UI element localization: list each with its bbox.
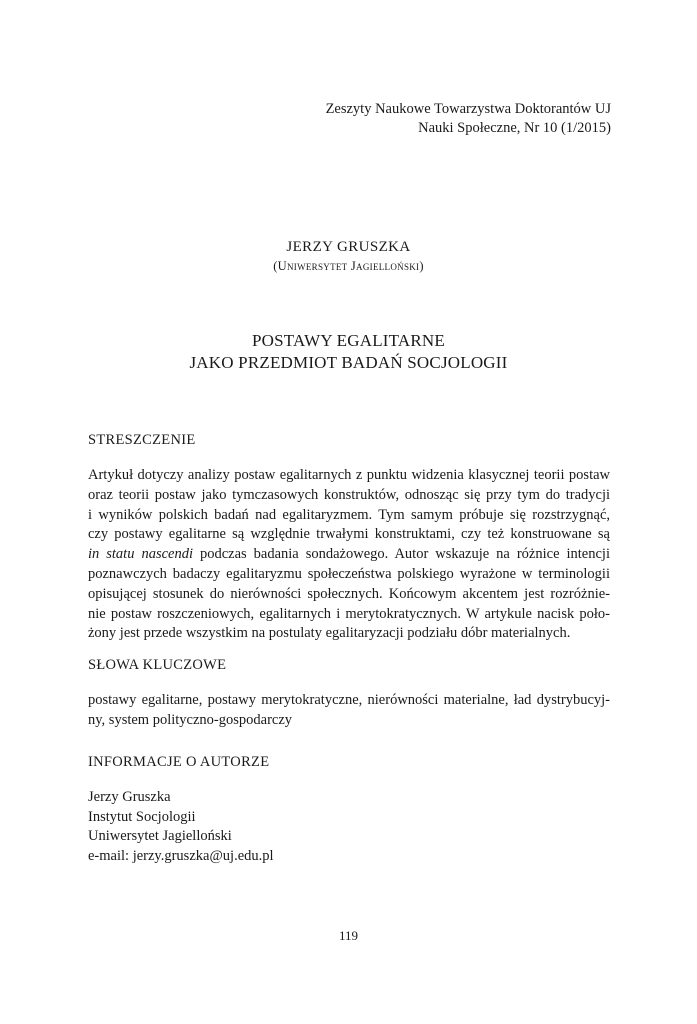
abstract-line: oraz teorii postaw jako tymczasowych konstruktów, odnosząc się przy tym do tradycji xyxy=(88,486,610,503)
abstract-heading: STRESZCZENIE xyxy=(88,432,196,448)
journal-issue: Nauki Społeczne, Nr 10 (1/2015) xyxy=(418,120,611,136)
author-affiliation: (Uniwersytet Jagielloński) xyxy=(273,259,424,273)
author-info-university: Uniwersytet Jagielloński xyxy=(88,828,232,844)
keywords-line: postawy egalitarne, postawy merytokratyczne, nierówności materialne, ład dystrybucyj- xyxy=(88,692,610,708)
abstract-line: czy postawy egalitarne są względnie trwałymi konstruktami, czy też konstruowane są xyxy=(88,526,610,543)
abstract-line: Artykuł dotyczy analizy postaw egalitarnych z punktu widzenia klasycznej teorii postaw xyxy=(88,467,610,483)
abstract-line: i wyników polskich badań nad egalitaryzmem. Tym samym próbuje się rozstrzygnąć, xyxy=(88,506,610,523)
abstract-line-rest: podczas badania sondażowego. Autor wskazuje na różnice intencji xyxy=(199,546,610,563)
keywords-line: ny, system polityczno-gospodarczy xyxy=(88,711,293,728)
paper-title xyxy=(0,330,697,374)
abstract-line xyxy=(88,545,610,565)
author-name: JERZY GRUSZKA xyxy=(286,239,411,255)
author-info-institute: Instytut Socjologii xyxy=(88,808,196,825)
abstract-line: żony jest przede wszystkim na postulaty egalitaryzacji podziału dóbr materialnych. xyxy=(88,625,571,642)
author-info xyxy=(88,788,274,866)
journal-header xyxy=(326,100,611,138)
italic-phrase: in statu nascendi xyxy=(88,546,193,563)
keywords-heading: SŁOWA KLUCZOWE xyxy=(88,657,227,673)
author-info-email: e-mail: jerzy.gruszka@uj.edu.pl xyxy=(88,847,274,864)
title-line-1: POSTAWY EGALITARNE xyxy=(252,331,445,350)
keywords-text xyxy=(88,691,610,731)
journal-name: Zeszyty Naukowe Towarzystwa Doktorantów UJ xyxy=(325,101,611,117)
abstract-line: opisującej stosunek do nierówności społecznych. Końcowym akcentem jest rozróżnie- xyxy=(88,585,610,602)
author-info-heading: INFORMACJE O AUTORZE xyxy=(88,754,270,770)
page-number: 119 xyxy=(338,928,359,943)
abstract-line: nie postaw roszczeniowych, egalitarnych i merytokratycznych. W artykule nacisk poło- xyxy=(88,605,610,622)
author-block xyxy=(0,237,697,275)
abstract-text xyxy=(88,466,610,644)
abstract-line: poznawczych badaczy egalitaryzmu społeczeństwa polskiego wyrażone w terminologii xyxy=(88,565,610,582)
title-line-2: JAKO PRZEDMIOT BADAŃ SOCJOLOGII xyxy=(189,353,508,372)
author-info-name: Jerzy Gruszka xyxy=(88,789,171,805)
